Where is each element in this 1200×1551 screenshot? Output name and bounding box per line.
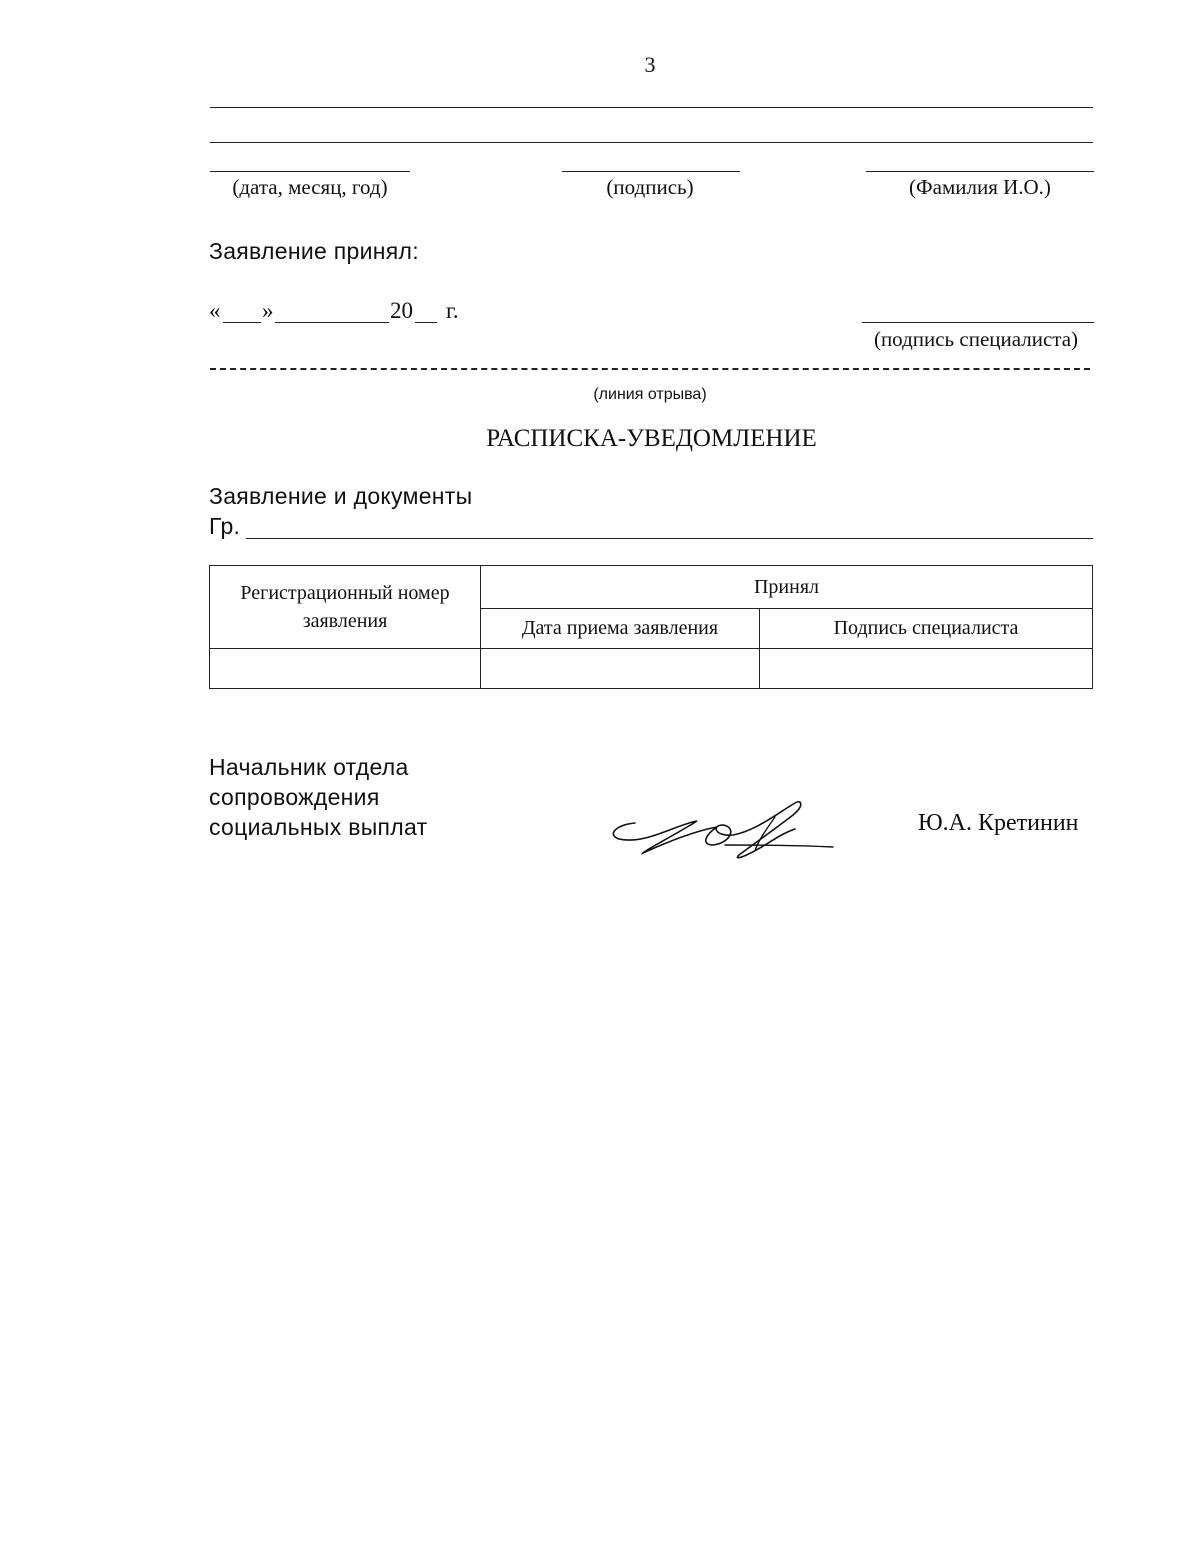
specialist-signature-header: Подпись специалиста <box>760 609 1093 649</box>
position-line-3: социальных выплат <box>209 814 428 840</box>
signature-line <box>562 171 740 172</box>
date-received-header: Дата приема заявления <box>481 609 760 649</box>
reg-number-header-text: Регистрационный номер заявления <box>240 582 450 632</box>
tear-line-caption: (линия отрыва) <box>593 386 707 403</box>
citizen-fill-line <box>246 538 1093 539</box>
receipt-title: РАСПИСКА-УВЕДОМЛЕНИЕ <box>486 425 817 452</box>
close-quote: » <box>262 298 274 323</box>
signatory-name: Ю.А. Кретинин <box>918 810 1079 836</box>
year-suffix: г. <box>446 298 459 323</box>
documents-label: Заявление и документы <box>209 483 473 509</box>
handwritten-signature <box>605 795 840 865</box>
date-fill-line <box>209 298 509 328</box>
fill-line-2 <box>210 142 1093 143</box>
citizen-label: Гр. <box>209 513 241 539</box>
date-received-cell[interactable] <box>481 649 760 689</box>
year-prefix: 20 <box>390 298 413 323</box>
year-blank <box>415 322 437 323</box>
specialist-signature-cell[interactable] <box>760 649 1093 689</box>
accepted-group-header: Принял <box>481 566 1093 609</box>
tear-line <box>210 368 1090 370</box>
accepted-by-label: Заявление принял: <box>209 238 419 264</box>
date-signature-line <box>210 171 410 172</box>
specialist-signature-caption: (подпись специалиста) <box>873 327 1079 351</box>
reg-number-header <box>210 566 481 649</box>
fill-line-1 <box>210 107 1093 108</box>
page-number: 3 <box>644 52 656 77</box>
open-quote: « <box>209 298 221 323</box>
position-line-2: сопровождения <box>209 784 380 810</box>
reg-number-cell[interactable] <box>210 649 481 689</box>
signature-caption: (подпись) <box>606 175 694 199</box>
day-blank <box>223 322 261 323</box>
month-blank <box>275 322 389 323</box>
registration-table <box>209 565 1093 689</box>
table-row <box>210 649 1093 689</box>
date-caption: (дата, месяц, год) <box>232 175 388 199</box>
name-signature-line <box>866 171 1094 172</box>
name-caption: (Фамилия И.О.) <box>909 175 1051 199</box>
specialist-signature-line <box>862 322 1094 323</box>
position-title <box>209 752 427 842</box>
position-line-1: Начальник отдела <box>209 754 409 780</box>
